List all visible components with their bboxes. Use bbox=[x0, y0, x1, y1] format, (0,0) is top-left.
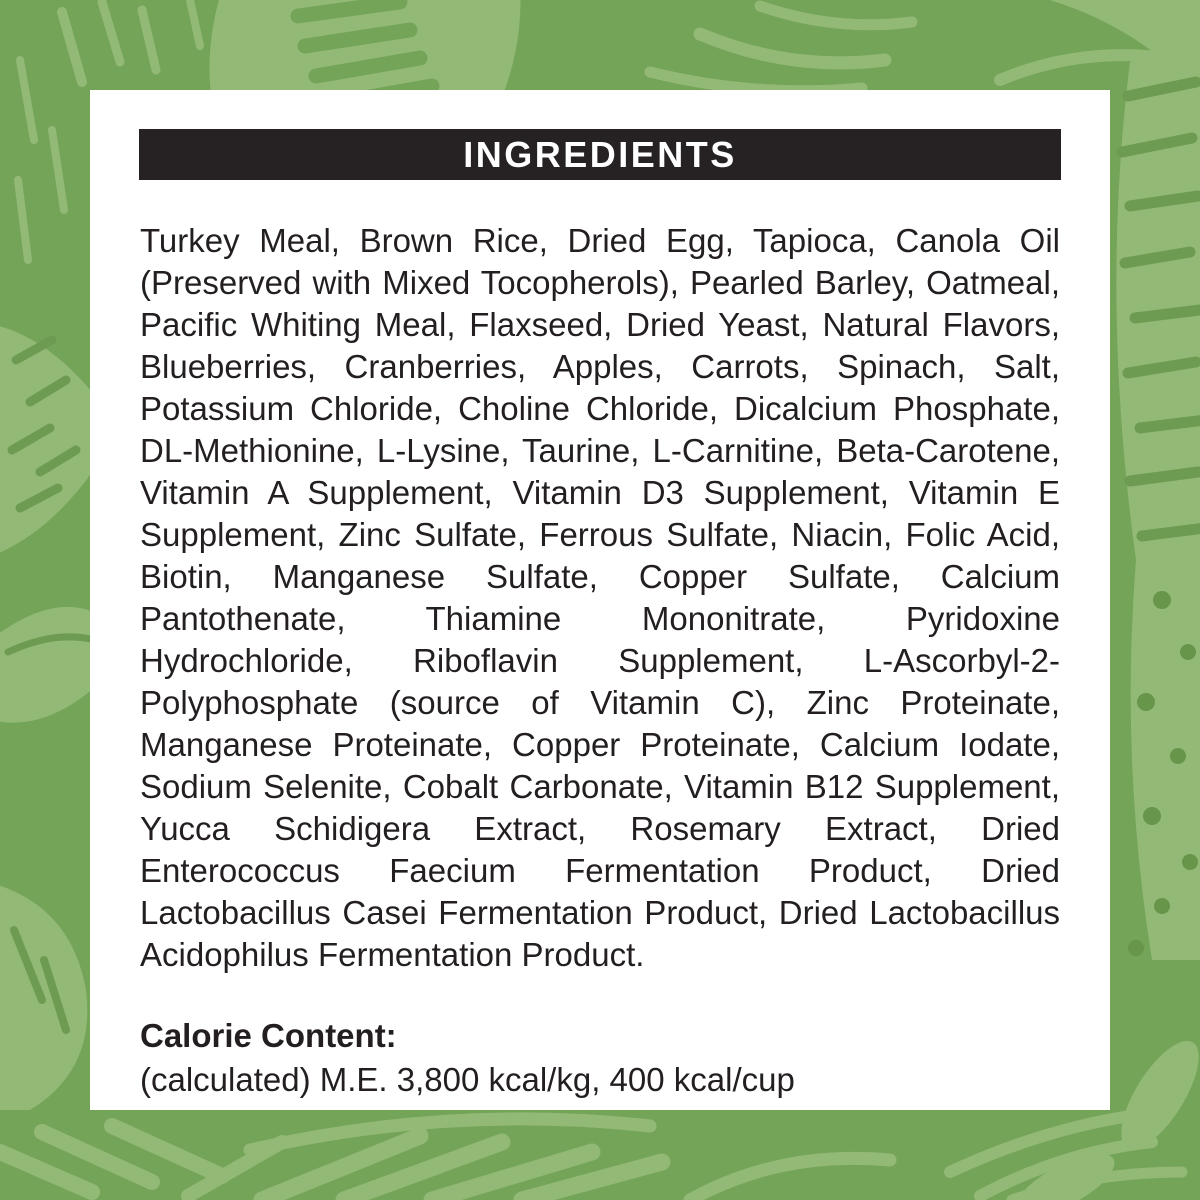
ingredients-title: INGREDIENTS bbox=[463, 133, 737, 175]
calorie-detail: (calculated) M.E. 3,800 kcal/kg, 400 kcal/cup bbox=[140, 1061, 795, 1098]
ingredients-header-bar bbox=[139, 129, 1061, 180]
ingredients-panel bbox=[90, 90, 1110, 1110]
ingredients-text: Turkey Meal, Brown Rice, Dried Egg, Tapioca, Canola Oil (Preserved with Mixed Tocopherols), Pearled Barley, Oatmeal, Pacific Whiting Meal, Flaxseed, Dried Yeast, Natural Flavors, Blueberries, Cranberries, Apples, Carrots, Spinach, Salt, Potassium Chloride, Choline Chloride, Dicalcium Phosphate, DL-Methionine, L-Lysine, Taurine, L-Carnitine, Beta-Carotene, Vitamin A Supplement, Vitamin D3 Supplement, Vitamin E Supplement, Zinc Sulfate, Ferrous Sulfate, Niacin, Folic Acid, Biotin, Manganese Sulfate, Copper Sulfate, Calcium Pantothenate, Thiamine Mononitrate, Pyridoxine Hydrochloride, Riboflavin Supplement, L-Ascorbyl-2-Polyphosphate (source of Vitamin C), Zinc Proteinate, Manganese Proteinate, Copper Proteinate, Calcium Iodate, Sodium Selenite, Cobalt Carbonate, Vitamin B12 Supplement, Yucca Schidigera Extract, Rosemary Extract, Dried Enterococcus Faecium Fermentation Product, Dried Lactobacillus Casei Fermentation Product, Dried Lactobacillus Acidophilus Fermentation Product. bbox=[140, 222, 1060, 973]
calorie-content-section bbox=[140, 1014, 1060, 1102]
calorie-heading: Calorie Content: bbox=[140, 1017, 397, 1054]
